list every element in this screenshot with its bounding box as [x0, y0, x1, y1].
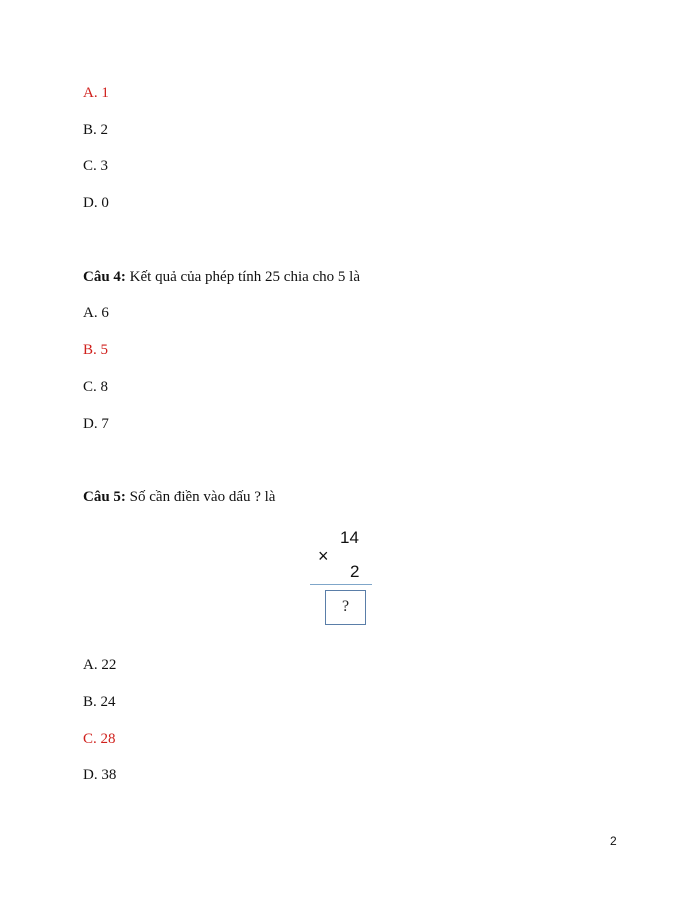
q4-option-a: A. 6: [83, 305, 109, 321]
q5-question: [83, 488, 275, 506]
result-line: [310, 584, 372, 585]
multiplication-figure: [300, 524, 380, 634]
q3-option-c: C. 3: [83, 158, 109, 174]
q5-option-c: C. 28: [83, 731, 116, 747]
multiply-sign: ×: [318, 546, 329, 566]
q3-option-d: D. 0: [83, 195, 109, 211]
q4-option-b: B. 5: [83, 342, 109, 358]
q4-option-d: D. 7: [83, 416, 109, 432]
q4-text: Kết quả của phép tính 25 chia cho 5 là: [125, 269, 361, 285]
q3-option-a: A. 1: [83, 85, 109, 101]
multiplier: 2: [350, 562, 360, 581]
q4-option-c: C. 8: [83, 379, 109, 395]
page-number: 2: [610, 834, 617, 848]
multiplicand: 14: [340, 528, 359, 547]
q4-label: Câu 4:: [83, 269, 126, 285]
q4-question: [83, 268, 360, 286]
q5-option-b: B. 24: [83, 694, 116, 710]
q3-option-b: B. 2: [83, 122, 109, 138]
q5-text: Số cần điền vào dấu ? là: [125, 489, 276, 505]
q5-label: Câu 5:: [83, 489, 126, 505]
answer-box: ?: [325, 590, 366, 625]
q5-option-a: A. 22: [83, 657, 117, 673]
q5-option-d: D. 38: [83, 767, 117, 783]
